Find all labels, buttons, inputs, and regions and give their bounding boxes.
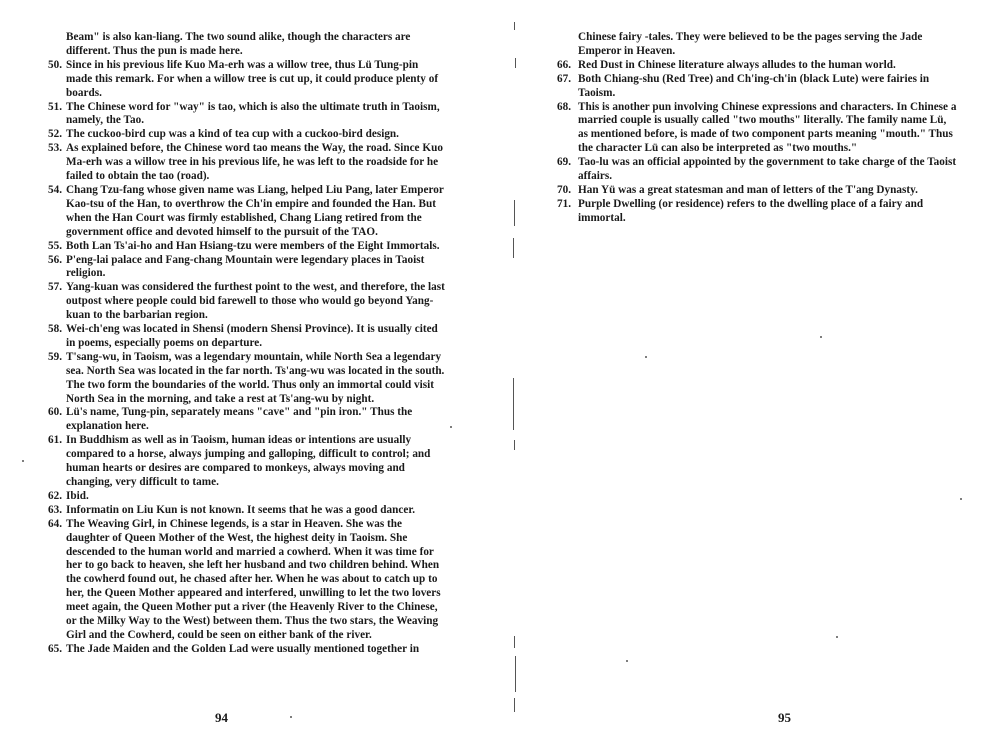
footnote-text: The cuckoo-bird cup was a kind of tea cup with a cuckoo-bird design. (66, 128, 399, 141)
footnote-item (48, 643, 446, 657)
footnote-text: Both Chiang-shu (Red Tree) and Ch'ing-ch'in (black Lute) were fairies in Taoism. (578, 72, 930, 99)
footnote-item (557, 156, 959, 184)
footnote-number: 56. (48, 253, 63, 266)
footnote-item (557, 101, 959, 157)
footnote-number: 58. (48, 323, 63, 336)
footnote-text: Lü's name, Tung-pin, separately means "cave" and "pin iron." Thus the explanation here. (66, 406, 413, 433)
footnote-item (48, 406, 446, 434)
footnote-number: 54. (48, 183, 63, 196)
footnote-number: 55. (48, 239, 63, 252)
right-page (500, 0, 1000, 750)
footnote-item (48, 323, 446, 351)
footnote-item (48, 128, 446, 142)
footnote-text: The Jade Maiden and the Golden Lad were usually mentioned together in (66, 642, 420, 655)
footnote-text: Tao-lu was an official appointed by the government to take charge of the Taoist affairs. (578, 156, 957, 183)
footnote-number: 70. (557, 183, 572, 196)
footnote-number: 67. (557, 72, 572, 85)
scan-speck (290, 716, 292, 718)
footnote-number: 66. (557, 58, 572, 71)
scan-speck (450, 426, 452, 428)
footnote-text: Since in his previous life Kuo Ma-erh was a willow tree, thus Lü Tung-pin made this remark. For when a willow tree is cut up, it could produce plenty of boards. (66, 58, 439, 99)
footnote-text: In Buddhism as well as in Taoism, human ideas or intentions are usually compared to a horse, always jumping and galloping, difficult to control; and human hearts or desires are compared to monkeys, always moving and changing, very difficult to tame. (66, 434, 431, 488)
footnote-item (48, 184, 446, 240)
page-number-left: 94 (215, 710, 228, 725)
footnote-text: Han Yü was a great statesman and man of letters of the T'ang Dynasty. (578, 183, 918, 196)
footnote-number: 68. (557, 100, 572, 113)
footnote-text: Ibid. (66, 489, 89, 502)
footnote-text: Yang-kuan was considered the furthest point to the west, and therefore, the last outpost where people could bid farewell to those who would go beyond Yang-kuan to the barbarian region. (66, 281, 445, 322)
footnote-item (48, 240, 446, 254)
footnote-item (48, 101, 446, 129)
footnote-item (48, 59, 446, 101)
footnote-item (48, 504, 446, 518)
note-continuation: Beam" is also kan-liang. The two sound alike, though the characters are different. Thus the pun is made here. (66, 31, 411, 57)
footnote-number: 71. (557, 197, 572, 210)
footnote-item (48, 351, 446, 407)
footnote-text: This is another pun involving Chinese expressions and characters. In Chinese a married couple is usually called "two mouths" literally. The family name Lü, as mentioned before, is made of two component parts meaning "mouth." Thus the character Lü can also be interpreted as "two mouths." (578, 100, 957, 155)
footnote-text: Informatin on Liu Kun is not known. It seems that he was a good dancer. (66, 503, 416, 516)
footnote-text: Red Dust in Chinese literature always alludes to the human world. (578, 58, 896, 71)
footnote-item (557, 59, 959, 73)
scan-speck (626, 660, 628, 662)
footnote-item (48, 281, 446, 323)
footnote-number: 59. (48, 350, 63, 363)
footnote-item (557, 184, 959, 198)
footnote-number: 64. (48, 517, 63, 530)
right-notes-list (557, 31, 959, 226)
scan-speck (960, 498, 962, 500)
footnote-item (48, 434, 446, 490)
footnote-number: 65. (48, 642, 63, 655)
footnote-number: 63. (48, 503, 63, 516)
footnote-item (48, 254, 446, 282)
footnote-text: Both Lan Ts'ai-ho and Han Hsiang-tzu were members of the Eight Immortals. (66, 239, 440, 252)
footnote-number: 61. (48, 434, 63, 447)
footnote-text: Purple Dwelling (or residence) refers to the dwelling place of a fairy and immortal. (578, 197, 924, 224)
left-notes-list (48, 31, 446, 657)
footnote-item (48, 490, 446, 504)
footnote-item (48, 142, 446, 184)
scan-speck (820, 336, 822, 338)
footnote-number: 50. (48, 58, 63, 71)
footnote-number: 57. (48, 281, 63, 294)
footnote-number: 69. (557, 156, 572, 169)
scan-speck (836, 636, 838, 638)
footnote-item (557, 73, 959, 101)
footnote-number: 62. (48, 489, 63, 502)
footnote-item (557, 198, 959, 226)
scan-speck (22, 460, 24, 462)
footnote-number: 51. (48, 100, 63, 113)
footnote-text: Wei-ch'eng was located in Shensi (modern Shensi Province). It is usually cited in poems, especially poems on departure. (66, 323, 438, 349)
footnote-text: As explained before, the Chinese word tao means the Way, the road. Since Kuo Ma-erh was a willow tree in his previous life, he was left to the roadside for he failed to obtain the tao (road). (66, 142, 443, 183)
footnote-item (48, 518, 446, 643)
footnote-number: 60. (48, 406, 63, 419)
note-continuation: Chinese fairy -tales. They were believed to be the pages serving the Jade Emperor in Heaven. (578, 31, 923, 57)
page-number-right: 95 (778, 710, 791, 725)
footnote-text: The Weaving Girl, in Chinese legends, is a star in Heaven. She was the daughter of Queen Mother of the West, the highest deity in Taoism. She descended to the human world and married a cowherd. When it was time for her to go back to heaven, she left her husband and two children behind. When the cowherd found out, he chased after her. When he was about to catch up to her, the Queen Mother appeared and interfered, unwilling to let the two lovers meet again, the Queen Mother put a river (the Heavenly River to the Chinese, or the Milky Way to the West) between them. Thus the two stars, the Weaving Girl and the Cowherd, could be seen on either bank of the river. (66, 517, 441, 641)
footnote-number: 53. (48, 142, 63, 155)
footnote-text: The Chinese word for "way" is tao, which is also the ultimate truth in Taoism, namely, the Tao. (66, 100, 440, 127)
scan-speck (645, 356, 647, 358)
footnote-text: P'eng-lai palace and Fang-chang Mountain were legendary places in Taoist religion. (66, 253, 425, 280)
footnote-text: Chang Tzu-fang whose given name was Liang, helped Liu Pang, later Emperor Kao-tsu of the Han, to overthrow the Ch'in empire and founded the Han. But when the Han Court was firmly established, Chang Liang retired from the government office and devoted himself to the pursuit of the TAO. (66, 183, 444, 238)
footnote-text: T'sang-wu, in Taoism, was a legendary mountain, while North Sea a legendary sea. North Sea was located in the far north. Ts'ang-wu was located in the south. The two form the boundaries of the world. Thus only an immortal could visit North Sea in the morning, and take a rest at Ts'ang-wu by night. (66, 350, 445, 405)
footnote-number: 52. (48, 128, 63, 141)
